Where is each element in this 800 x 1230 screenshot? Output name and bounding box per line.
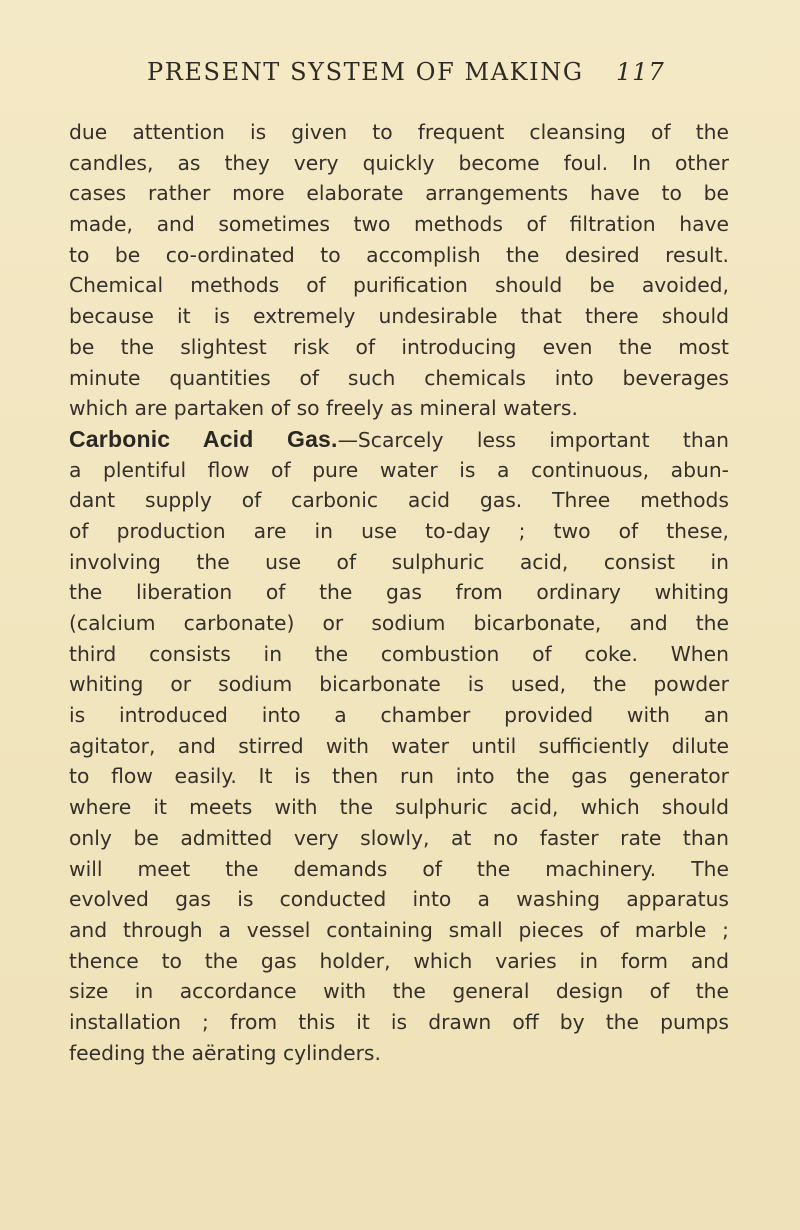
body-text <box>69 117 729 1068</box>
text-line: (calcium carbonate) or sodium bicarbonate, and the <box>69 611 729 635</box>
text-line: dant supply of carbonic acid gas. Three methods <box>69 488 729 513</box>
text-line: cases rather more elaborate arrangements have to be <box>69 181 729 206</box>
text-line: and through a vessel containing small pieces of marble ; <box>69 917 729 942</box>
section-first-line <box>69 424 729 455</box>
running-head-title: PRESENT SYSTEM OF MAKING <box>147 58 584 86</box>
text-line: candles, as they very quickly become foul. In other <box>69 150 729 175</box>
text-line: to be co-ordinated to accomplish the desired result. <box>69 242 729 267</box>
text-line: a plentiful flow of pure water is a continuous, abun- <box>69 457 729 482</box>
text-line: the liberation of the gas from ordinary whiting <box>69 580 729 605</box>
text-line: minute quantities of such chemicals into beverages <box>69 365 729 390</box>
text-line: third consists in the combustion of coke. When <box>69 641 729 666</box>
text-line: is introduced into a chamber provided with an <box>69 703 729 728</box>
text-line: because it is extremely undesirable that there should <box>69 304 729 329</box>
section-heading: Carbonic Acid Gas. <box>69 425 338 452</box>
text-line: will meet the demands of the machinery. The <box>69 856 729 881</box>
text-line: evolved gas is conducted into a washing apparatus <box>69 887 729 912</box>
text-line: agitator, and stirred with water until sufficiently dilute <box>69 733 729 758</box>
text-line: Chemical methods of purification should be avoided, <box>69 273 729 298</box>
text-line: only be admitted very slowly, at no faster rate than <box>69 825 729 850</box>
text-line: feeding the aërating cylinders. <box>69 1040 381 1065</box>
text-line: due attention is given to frequent cleansing of the <box>69 120 729 144</box>
text-line: thence to the gas holder, which varies in form and <box>69 948 729 973</box>
text-line: involving the use of sulphuric acid, consist in <box>69 549 729 574</box>
text-line: whiting or sodium bicarbonate is used, the powder <box>69 672 729 697</box>
text-line: installation ; from this it is drawn off by the pumps <box>69 1009 729 1034</box>
page-number: 117 <box>616 58 665 86</box>
text-line: which are partaken of so freely as mineral waters. <box>69 396 578 421</box>
text-line: to flow easily. It is then run into the gas generator <box>69 764 729 789</box>
text-line: where it meets with the sulphuric acid, which should <box>69 795 729 820</box>
text-line: of production are in use to-day ; two of these, <box>69 518 729 543</box>
text-line: made, and sometimes two methods of filtration have <box>69 212 729 237</box>
running-head <box>0 58 800 98</box>
text-line: be the slightest risk of introducing even the most <box>69 334 729 359</box>
section-first-line-text: —Scarcely less important than <box>337 427 729 452</box>
text-line: size in accordance with the general design of the <box>69 979 729 1004</box>
